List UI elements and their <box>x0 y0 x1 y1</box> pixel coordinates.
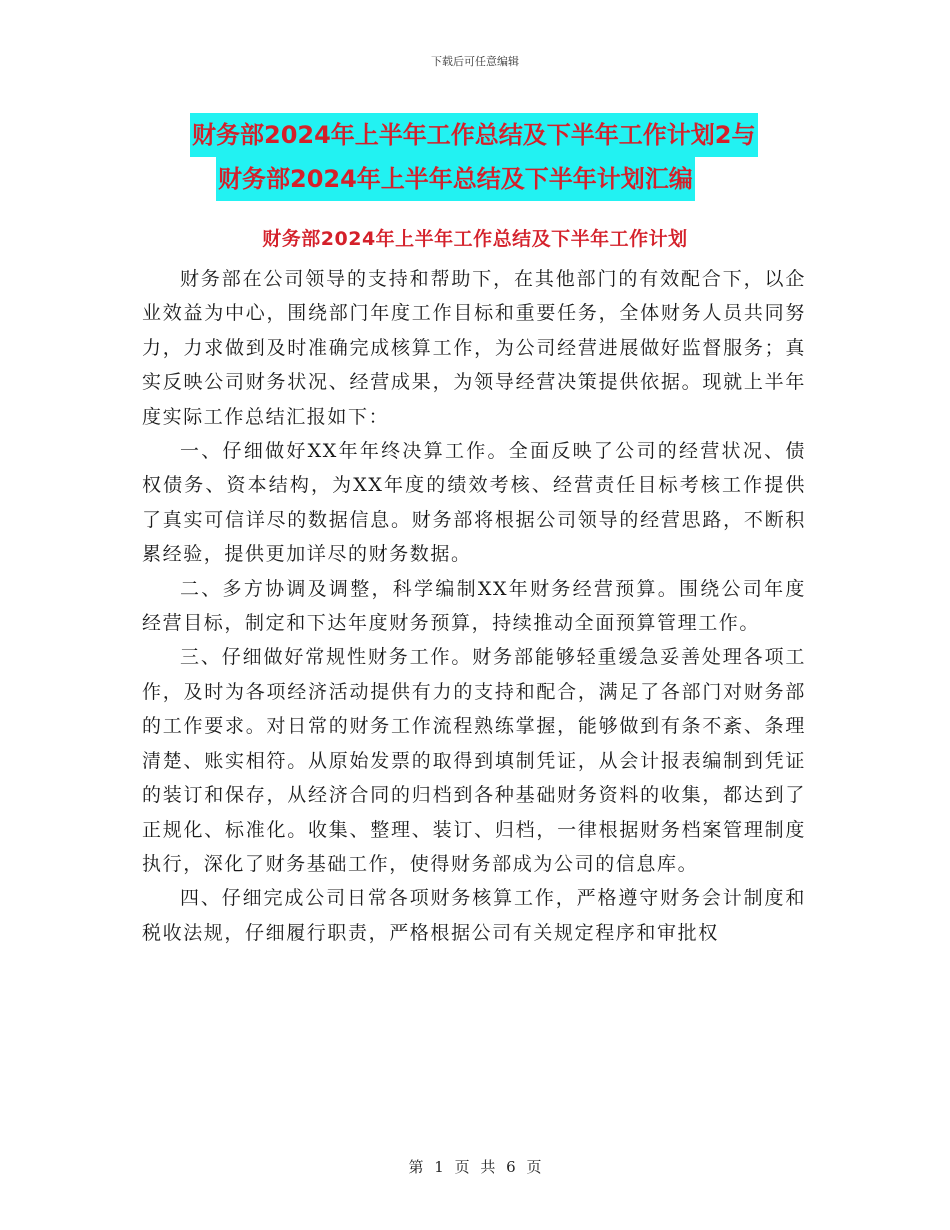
page-footer: 第 1 页 共 6 页 <box>408 1158 542 1176</box>
paragraph-item-4: 四、仔细完成公司日常各项财务核算工作，严格遵守财务会计制度和税收法规，仔细履行职责，严格根据公司有关规定程序和审批权 <box>142 887 806 944</box>
paragraph-item-2: 二、多方协调及调整，科学编制XX年财务经营预算。围绕公司年度经营目标，制定和下达年度财务预算，持续推动全面预算管理工作。 <box>142 577 806 635</box>
title-line-2: 财务部2024年上半年总结及下半年计划汇编 <box>216 157 695 201</box>
paragraph-item-1: 一、仔细做好XX年年终决算工作。全面反映了公司的经营状况、债权债务、资本结构，为XX年度的绩效考核、经营责任目标考核工作提供了真实可信详尽的数据信息。财务部将根据公司领导的经营思路，不断积累经验，提供更加详尽的财务数据。 <box>142 440 806 566</box>
paragraph-item-3: 三、仔细做好常规性财务工作。财务部能够轻重缓急妥善处理各项工作，及时为各项经济活动提供有力的支持和配合，满足了各部门对财务部的工作要求。对日常的财务工作流程熟练掌握，能够做到有条不紊、条理清楚、账实相符。从原始发票的取得到填制凭证，从会计报表编制到凭证的装订和保存，从经济合同的归档到各种基础财务资料的收集，都达到了正规化、标准化。收集、整理、装订、归档，一律根据财务档案管理制度执行，深化了财务基础工作，使得财务部成为公司的信息库。 <box>142 646 806 875</box>
document-title <box>190 113 810 201</box>
section-title: 财务部2024年上半年工作总结及下半年工作计划 <box>262 228 688 250</box>
paragraph-intro: 财务部在公司领导的支持和帮助下，在其他部门的有效配合下，以企业效益为中心，围绕部门年度工作目标和重要任务，全体财务人员共同努力，力求做到及时准确完成核算工作，为公司经营进展做好监督服务；真实反映公司财务状况、经营成果，为领导经营决策提供依据。现就上半年度实际工作总结汇报如下： <box>142 268 806 428</box>
title-line-1: 财务部2024年上半年工作总结及下半年工作计划2与 <box>190 113 758 157</box>
body-text <box>142 262 806 950</box>
header-note: 下载后可任意编辑 <box>431 55 519 68</box>
